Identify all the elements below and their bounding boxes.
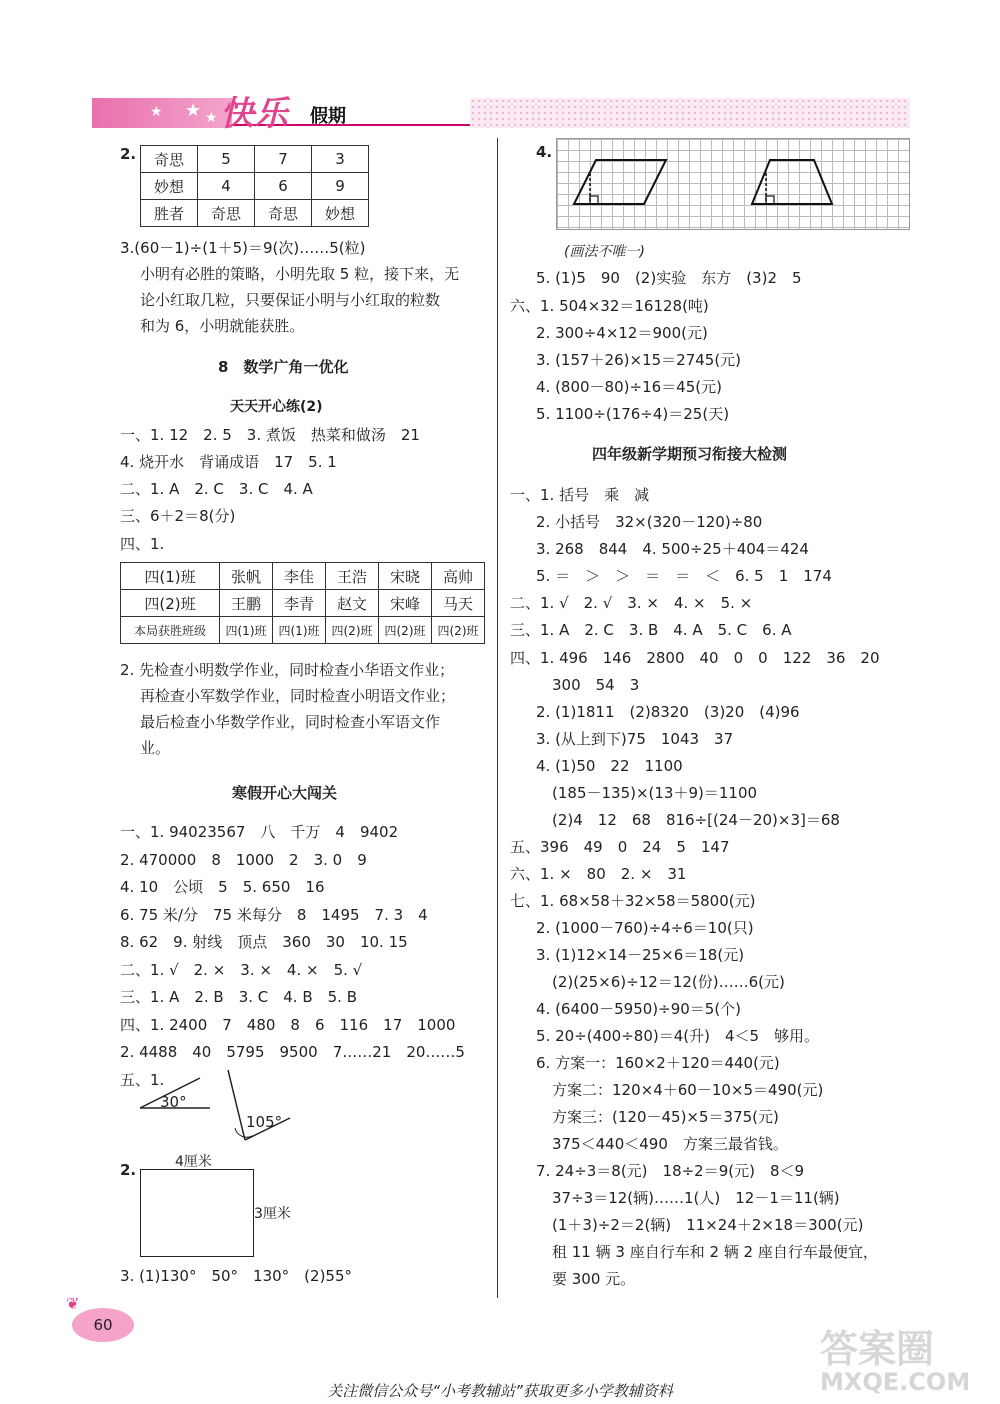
answer-line: 论小红取几粒，只要保证小明与小红取的粒数 (140, 291, 441, 309)
angle-figures (130, 1070, 300, 1150)
answer-line: 5. ＝ ＞ ＞ ＝ ＝ ＜ 6. 5 1 174 (536, 567, 832, 585)
answer-line: 3. (从上到下)75 1043 37 (536, 730, 734, 748)
answer-line: 2. 4488 40 5795 9500 7……21 20……5 (120, 1043, 465, 1061)
angle-label: 30° (160, 1093, 187, 1111)
footer-note: 关注微信公众号“小考教辅站”获取更多小学教辅资料 (327, 1382, 673, 1400)
answer-line: 三、6＋2＝8(分) (120, 507, 236, 525)
rect-side-label: 3厘米 (254, 1206, 291, 1222)
answer-line: 3.(60－1)÷(1＋5)＝9(次)……5(粒) (120, 239, 366, 257)
q4-label: 4. (536, 143, 553, 161)
star-icon: ★ (185, 100, 202, 121)
table-cell: 6 (255, 173, 312, 200)
table-cell: 四(2)班 (326, 617, 379, 644)
answer-line: 2. 300÷4×12＝900(元) (536, 324, 708, 342)
section-subtitle: 天天开心练(2) (230, 399, 323, 415)
table-cell: 四(1)班 (121, 563, 220, 590)
header-right-band (470, 98, 910, 128)
header-title: 快乐 (220, 94, 288, 134)
answer-line: 2. (1)1811 (2)8320 (3)20 (4)96 (536, 703, 800, 721)
answer-line: 4. 烧开水 背诵成语 17 5. 1 (120, 453, 337, 471)
answer-line: 要 300 元。 (552, 1270, 636, 1288)
table-cell: 高帅 (432, 563, 485, 590)
answer-line: (1＋3)÷2＝2(辆) 11×24＋2×18＝300(元) (552, 1216, 864, 1234)
section-title: 寒假开心大闯关 (232, 784, 338, 802)
answer-line: 四、1. (120, 535, 165, 553)
table-cell: 胜者 (141, 200, 198, 227)
table-cell: 王浩 (326, 563, 379, 590)
answer-line: 四、1. 2400 7 480 8 6 116 17 1000 (120, 1016, 456, 1034)
section-title: 四年级新学期预习衔接大检测 (592, 445, 788, 463)
table-cell: 宋峰 (379, 590, 432, 617)
rect-q-label: 2. (120, 1161, 137, 1179)
answer-line: 2. 470000 8 1000 2 3. 0 9 (120, 851, 367, 869)
answer-line: 再检查小军数学作业，同时检查小明语文作业； (140, 687, 456, 705)
answer-line: 一、1. 12 2. 5 3. 煮饭 热菜和做汤 21 (120, 426, 420, 444)
sprout-icon: ❦ (66, 1294, 80, 1313)
answer-line: 8. 62 9. 射线 顶点 360 30 10. 15 (120, 933, 408, 951)
answer-line: 6. 75 米/分 75 米每分 8 1495 7. 3 4 (120, 906, 428, 924)
table-cell: 妙想 (141, 173, 198, 200)
table-cell: 4 (198, 173, 255, 200)
rectangle-figure (140, 1169, 254, 1257)
table-cell: 王鹏 (220, 590, 273, 617)
game-table (140, 145, 369, 227)
answer-line: 4. (800－80)÷16＝45(元) (536, 378, 722, 396)
table-cell: 李青 (273, 590, 326, 617)
table-cell: 马天 (432, 590, 485, 617)
answer-line: 37÷3＝12(辆)……1(人) 12－1＝11(辆) (552, 1189, 840, 1207)
angle-label: 105° (246, 1113, 283, 1131)
answer-line: 小明有必胜的策略，小明先取 5 粒，接下来，无 (140, 265, 460, 283)
answer-line: 一、1. 94023567 八 千万 4 9402 (120, 823, 399, 841)
answer-line: 3. (1)12×14－25×6＝18(元) (536, 946, 745, 964)
table-cell: 宋晓 (379, 563, 432, 590)
answer-line: 二、1. A 2. C 3. C 4. A (120, 480, 313, 498)
answer-line: 五、1. (120, 1071, 165, 1089)
header-subtitle: 假期 (310, 106, 346, 127)
answer-line: 4. (6400－5950)÷90＝5(个) (536, 1000, 742, 1018)
answer-line: 五、396 49 0 24 5 147 (510, 838, 730, 856)
answer-line: 375＜440＜490 方案三最省钱。 (552, 1135, 788, 1153)
answer-line: 3. 268 844 4. 500÷25＋404＝424 (536, 540, 809, 558)
answer-line: 一、1. 括号 乘 减 (510, 486, 650, 504)
star-icon: ★ (150, 104, 163, 120)
table-cell: 四(2)班 (121, 590, 220, 617)
table-cell: 四(1)班 (273, 617, 326, 644)
table-cell: 奇思 (255, 200, 312, 227)
answer-line: 2. 先检查小明数学作业，同时检查小华语文作业； (120, 661, 455, 679)
answer-line: 4. 10 公顷 5 5. 650 16 (120, 878, 325, 896)
answer-line: 300 54 3 (552, 676, 640, 694)
table-cell: 奇思 (141, 146, 198, 173)
answer-line: 5. 20÷(400÷80)＝4(升) 4＜5 够用。 (536, 1027, 820, 1045)
star-icon: ★ (205, 110, 218, 126)
q2-label: 2. (120, 145, 137, 163)
grid-note: (画法不唯一) (564, 244, 645, 260)
table-cell: 9 (312, 173, 369, 200)
answer-line: 二、1. √ 2. × 3. × 4. × 5. √ (120, 961, 363, 979)
table-cell: 四(1)班 (220, 617, 273, 644)
answer-line: 业。 (140, 739, 171, 757)
table-cell: 本局获胜班级 (121, 617, 220, 644)
answer-line: (2)4 12 68 816÷[(24－20)×3]＝68 (552, 811, 840, 829)
answer-line: 四、1. 496 146 2800 40 0 0 122 36 20 (510, 649, 880, 667)
page-number: 60 (72, 1308, 134, 1342)
answer-line: 六、1. 504×32＝16128(吨) (510, 297, 709, 315)
answer-line: 二、1. √ 2. √ 3. × 4. × 5. × (510, 594, 753, 612)
table-cell: 3 (312, 146, 369, 173)
section-title: 8 数学广角一优化 (218, 358, 349, 376)
answer-line: 六、1. × 80 2. × 31 (510, 865, 687, 883)
answer-line: 方案三：(120－45)×5＝375(元) (552, 1108, 779, 1126)
rect-top-label: 4厘米 (175, 1154, 212, 1170)
table-cell: 张帆 (220, 563, 273, 590)
table-cell: 赵文 (326, 590, 379, 617)
table-cell: 奇思 (198, 200, 255, 227)
table-cell: 四(2)班 (379, 617, 432, 644)
answer-line: 2. 小括号 32×(320－120)÷80 (536, 513, 763, 531)
table-cell: 7 (255, 146, 312, 173)
answer-line: 5. (1)5 90 (2)实验 东方 (3)2 5 (536, 269, 802, 287)
answer-line: 三、1. A 2. B 3. C 4. B 5. B (120, 988, 358, 1006)
answer-line: 6. 方案一：160×2＋120＝440(元) (536, 1054, 780, 1072)
answer-line: 方案二：120×4＋60－10×5＝490(元) (552, 1081, 824, 1099)
table-cell: 李佳 (273, 563, 326, 590)
table-cell: 5 (198, 146, 255, 173)
answer-line: 2. (1000－760)÷4÷6＝10(只) (536, 919, 754, 937)
answer-line: 3. (157＋26)×15＝2745(元) (536, 351, 742, 369)
answer-line: 4. (1)50 22 1100 (536, 757, 683, 775)
answer-line: 租 11 辆 3 座自行车和 2 辆 2 座自行车最便宜， (552, 1243, 878, 1261)
answer-line: 七、1. 68×58＋32×58＝5800(元) (510, 892, 756, 910)
table-cell: 妙想 (312, 200, 369, 227)
answer-line: 三、1. A 2. C 3. B 4. A 5. C 6. A (510, 621, 792, 639)
answer-line: 和为 6，小明就能获胜。 (140, 317, 305, 335)
answer-line: (2)(25×6)÷12＝12(份)……6(元) (552, 973, 785, 991)
answer-line: 3. (1)130° 50° 130° (2)55° (120, 1267, 353, 1285)
shapes-on-grid (556, 138, 908, 228)
answer-line: 5. 1100÷(176÷4)＝25(天) (536, 405, 730, 423)
watermark-logo: 答案圈 (820, 1327, 935, 1371)
watermark-url: MXQE.COM (820, 1368, 971, 1396)
class-table (120, 562, 485, 644)
column-divider (497, 138, 498, 1298)
answer-line: (185－135)×(13＋9)＝1100 (552, 784, 758, 802)
answer-line: 最后检查小华数学作业，同时检查小军语文作 (140, 713, 441, 731)
answer-line: 7. 24÷3＝8(元) 18÷2＝9(元) 8＜9 (536, 1162, 805, 1180)
table-cell: 四(2)班 (432, 617, 485, 644)
